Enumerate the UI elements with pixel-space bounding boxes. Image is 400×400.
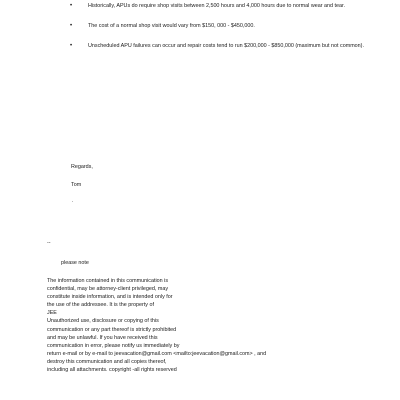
disclaimer-line: return e-mail or by e-mail to jeevacation@gmail.com <mailto:jeevacation@gmail.com> , and bbox=[47, 350, 267, 357]
bullet-icon: • bbox=[70, 3, 73, 9]
disclaimer-line: and may be unlawful. If you have received this bbox=[47, 334, 158, 341]
bullet-list bbox=[22, 2, 394, 62]
disclaimer-line: including all attachments. copyright -all rights reserved bbox=[47, 367, 177, 374]
confidentiality-disclaimer bbox=[47, 277, 347, 374]
disclaimer-line: The information contained in this communication is bbox=[47, 278, 169, 284]
signoff-name: Tom bbox=[71, 182, 82, 188]
bullet-icon: • bbox=[70, 43, 73, 49]
signoff-dot: . bbox=[72, 198, 74, 204]
disclaimer-line: JEE bbox=[47, 310, 57, 317]
bullet-text: Historically, APUs do require shop visits between 2,500 hours and 4,000 hours due to normal wear and tear. bbox=[88, 3, 345, 9]
bullet-text: The cost of a normal shop visit would vary from $150, 000 - $450,000. bbox=[88, 23, 255, 29]
bullet-item bbox=[22, 22, 394, 31]
disclaimer-line: communication in error, please notify us immediately by bbox=[47, 342, 180, 349]
bullet-item bbox=[22, 42, 394, 51]
disclaimer-line: confidential, may be attorney-client privileged, may bbox=[47, 286, 169, 293]
bullet-item bbox=[22, 2, 394, 11]
disclaimer-line: the use of the addressee. It is the property of bbox=[47, 302, 154, 309]
disclaimer-line: Unauthorized use, disclosure or copying of this bbox=[47, 318, 159, 325]
bullet-text: Unscheduled APU failures can occur and repair costs tend to run $200,000 - $850,000 (maximum but not common). bbox=[88, 43, 364, 49]
please-note-label: please note bbox=[61, 260, 89, 266]
disclaimer-line: communication or any part thereof is strictly prohibited bbox=[47, 326, 177, 333]
disclaimer-line: constitute inside information, and is intended only for bbox=[47, 294, 173, 301]
signoff-regards: Regards, bbox=[71, 164, 93, 170]
signature-separator: -- bbox=[47, 240, 51, 246]
disclaimer-line: destroy this communication and all copies thereof, bbox=[47, 358, 167, 365]
bullet-icon: • bbox=[70, 23, 73, 29]
